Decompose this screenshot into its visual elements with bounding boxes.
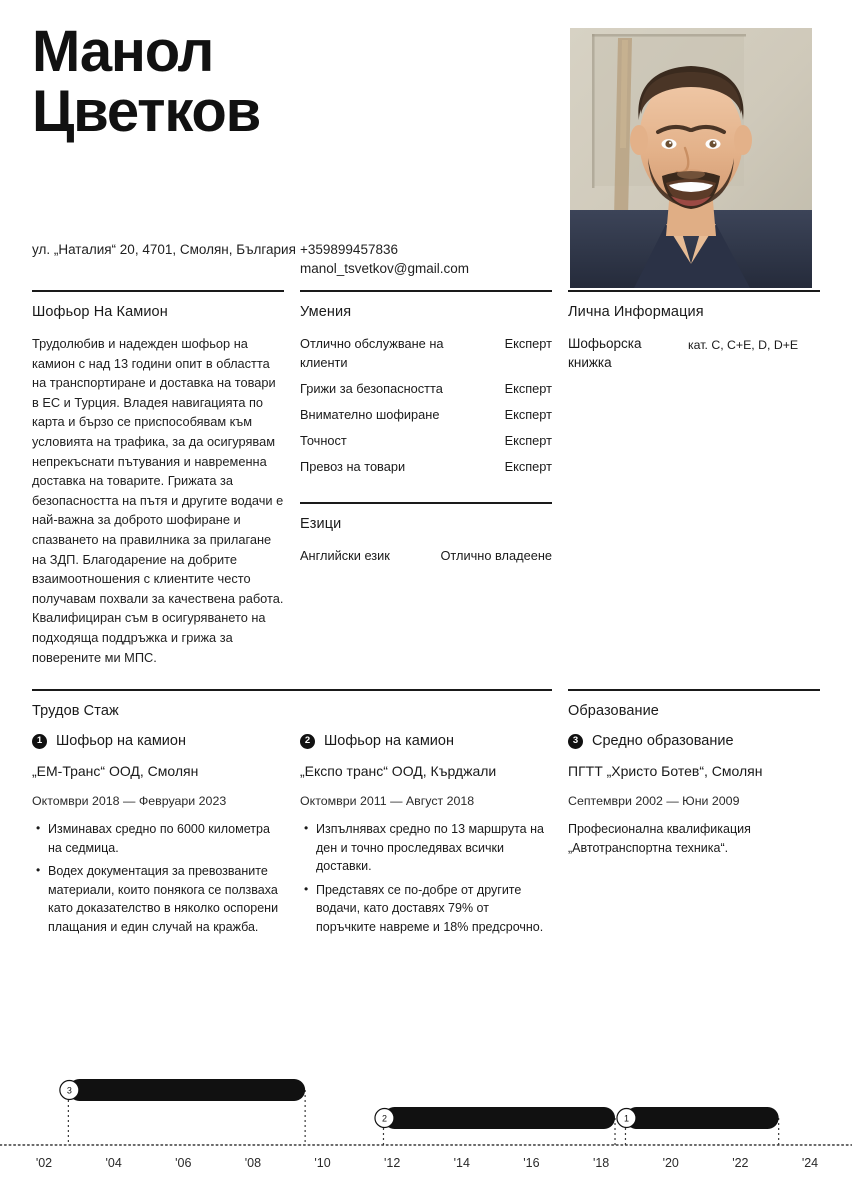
education-header — [568, 689, 820, 733]
skill-level: Експерт — [504, 336, 552, 351]
timeline-bar-rect — [383, 1107, 615, 1129]
contact-block — [32, 240, 572, 278]
divider — [568, 689, 820, 691]
job-dates: Октомври 2018 — Февруари 2023 — [32, 794, 227, 809]
main-columns — [0, 290, 852, 667]
page-title — [32, 19, 552, 144]
last-name: Цветков — [32, 79, 261, 144]
axis-tick-label: '20 — [662, 1156, 679, 1170]
axis-tick-label: '06 — [175, 1156, 192, 1170]
skill-name: Внимателно шофиране — [300, 407, 440, 422]
skill-row — [300, 379, 552, 398]
skill-name: Отлично обслужване на клиенти — [300, 336, 444, 370]
experience-item — [32, 733, 284, 941]
skill-level: Експерт — [504, 407, 552, 422]
timeline-bar — [60, 1079, 305, 1145]
timeline-bar-number: 2 — [381, 1113, 387, 1124]
experience-header — [32, 689, 552, 733]
list-item: • Представях се по-добре от другите водачи, като доставях 79% от поръчките навреме и 18% предсрочно. — [302, 881, 552, 937]
first-name: Манол — [32, 19, 214, 84]
axis-tick-label: '22 — [732, 1156, 749, 1170]
axis-tick-label: '02 — [35, 1156, 53, 1170]
axis-tick-label: '12 — [384, 1156, 401, 1170]
divider — [32, 290, 284, 292]
timeline-bar — [617, 1107, 779, 1145]
job-organization: „Експо транс“ ООД, Кърджали — [300, 763, 497, 780]
timeline-bar-rect — [625, 1107, 778, 1129]
skill-row — [300, 334, 552, 372]
cv-header — [0, 0, 852, 290]
skills-heading: Умения — [300, 304, 352, 320]
skill-level: Експерт — [504, 381, 552, 396]
skill-row — [300, 431, 552, 450]
profile-photo — [570, 28, 812, 288]
timeline-bar — [375, 1107, 615, 1145]
column-personal-info — [568, 290, 820, 667]
education-title-row — [568, 733, 820, 749]
experience-education-band — [0, 689, 852, 941]
axis-tick-label: '08 — [244, 1156, 262, 1170]
education-organization: ПГТТ „Христо Ботев“, Смолян — [568, 763, 763, 780]
personal-info-row — [568, 334, 820, 372]
job-bullets — [32, 820, 284, 936]
email-text: manol_tsvetkov@gmail.com — [300, 261, 470, 276]
education-item — [568, 733, 820, 941]
axis-tick-label: '14 — [453, 1156, 470, 1170]
summary-text: Трудолюбив и надежден шофьор на камион с над 13 години опит в областта на транспортиране и доставка на товари в ЕС и Турция. Владея навигацията по карта и бързо се приспособявам към условията на трафика, за да осигурявам непрекъснати пътувания и навременна доставка на товарите. Грижата за безопасността на пътя и другите водачи е най-важна за доброто шофиране и спазването на правилника за прилагане на ЗДП. Благодарение на добрите взаимоотношения с клиентите често получавам похвали за качествена работа. Квалифициран съм в осигуряването на подходяща поддръжка и грижа за поверените ми МПС. — [32, 336, 284, 665]
job-title-row — [32, 733, 284, 749]
education-dates: Септември 2002 — Юни 2009 — [568, 794, 740, 809]
list-item: • Изпълнявах средно по 13 маршрута на ден и точно проследявах всички доставки. — [302, 820, 552, 876]
job-title: Шофьор на камион — [324, 733, 454, 750]
skill-name: Точност — [300, 433, 347, 448]
contact-reach — [300, 240, 560, 278]
timeline-bar-number: 1 — [623, 1113, 629, 1124]
language-level: Отлично владеене — [440, 548, 552, 563]
skill-row — [300, 405, 552, 424]
axis-tick-label: '18 — [592, 1156, 610, 1170]
divider — [300, 290, 552, 292]
job-title-row — [300, 733, 552, 749]
summary-heading: Шофьор На Камион — [32, 304, 168, 320]
axis-tick-label: '16 — [523, 1156, 540, 1170]
job-number-badge: 1 — [32, 734, 47, 749]
languages-heading: Езици — [300, 516, 342, 532]
timeline-chart — [0, 1060, 852, 1204]
skill-row — [300, 457, 552, 476]
list-item: • Изминавах средно по 6000 километра на седмица. — [34, 820, 284, 857]
language-name: Английски език — [300, 548, 390, 563]
timeline-bar-rect — [68, 1079, 305, 1101]
axis-tick-label: '24 — [801, 1156, 819, 1170]
divider — [32, 689, 552, 691]
skill-name: Превоз на товари — [300, 459, 406, 474]
education-heading: Образование — [568, 703, 659, 720]
axis-tick-label: '04 — [105, 1156, 122, 1170]
job-dates: Октомври 2011 — Август 2018 — [300, 794, 475, 809]
skill-level: Експерт — [504, 459, 552, 474]
job-title: Шофьор на камион — [56, 733, 186, 750]
job-organization: „ЕМ-Транс“ ООД, Смолян — [32, 763, 199, 780]
job-bullets — [300, 820, 552, 936]
experience-heading: Трудов Стаж — [32, 703, 119, 720]
list-item: • Водех документация за превозваните материали, които понякога се ползваха като доказателство в няколко оспорени плащания и един случай на кражба. — [34, 862, 284, 936]
education-number-badge: 3 — [568, 734, 583, 749]
language-row — [300, 546, 552, 565]
column-skills — [300, 290, 552, 667]
timeline-bar-number: 3 — [66, 1085, 72, 1096]
personal-info-value: кат. C, C+E, D, D+E — [688, 338, 799, 352]
personal-info-heading: Лична Информация — [568, 304, 704, 320]
job-number-badge: 2 — [300, 734, 315, 749]
personal-info-label: Шофьорска книжка — [568, 336, 642, 370]
axis-tick-label: '10 — [314, 1156, 331, 1170]
skill-name: Грижи за безопасността — [300, 381, 443, 396]
skill-level: Експерт — [504, 433, 552, 448]
experience-item — [300, 733, 552, 941]
divider — [568, 290, 820, 292]
languages-section — [300, 502, 552, 565]
divider — [300, 502, 552, 504]
education-title: Средно образование — [592, 733, 734, 750]
address-text: ул. „Наталия“ 20, 4701, Смолян, България — [32, 242, 296, 257]
education-note: Професионална квалификация „Автотранспортна техника“. — [568, 822, 751, 855]
column-summary — [32, 290, 284, 667]
phone-text: +359899457836 — [300, 242, 398, 257]
